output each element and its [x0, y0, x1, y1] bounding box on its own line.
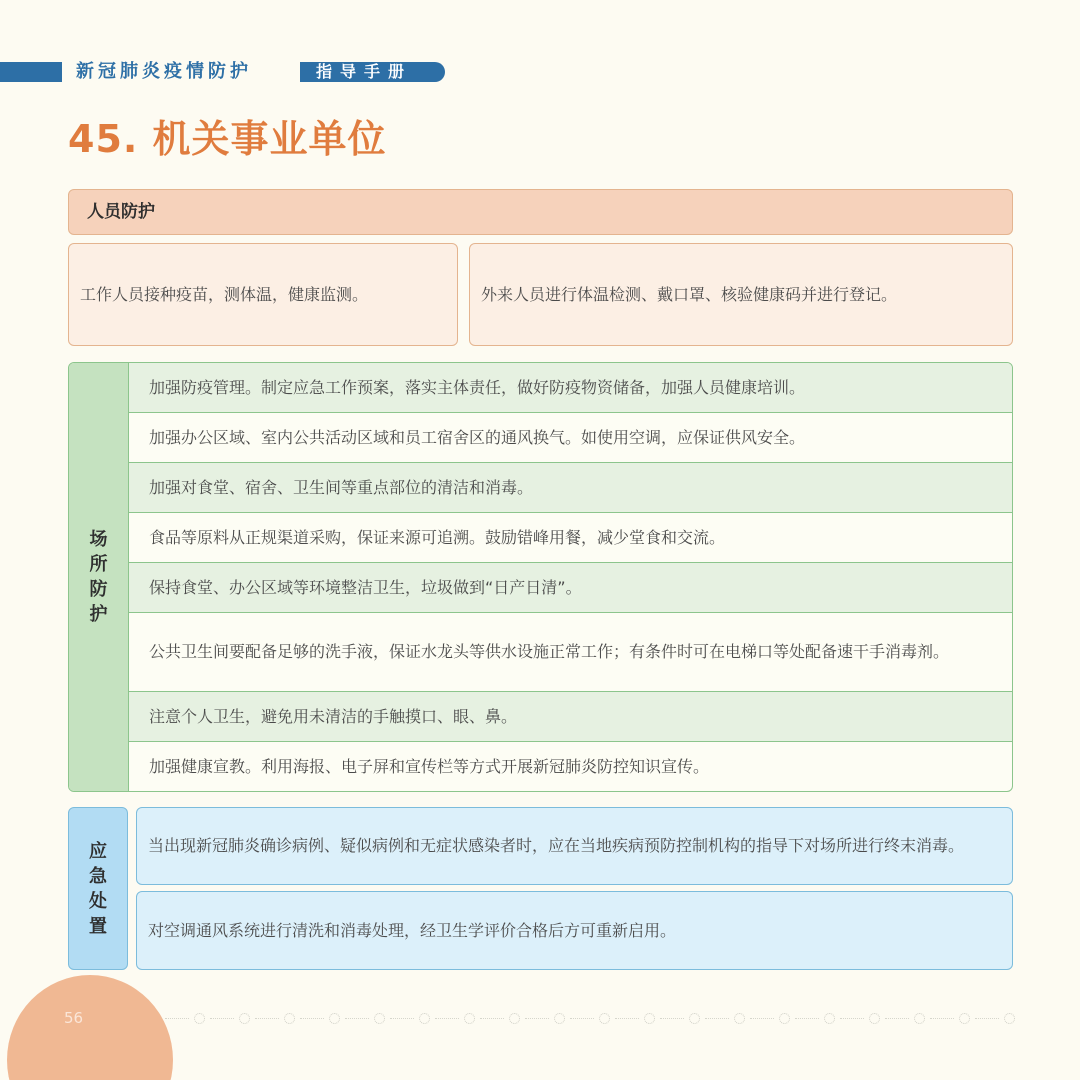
emergency-response-card: 对空调通风系统进行清洗和消毒处理，经卫生学评价合格后方可重新启用。	[136, 891, 1013, 970]
personal-protection-card: 外来人员进行体温检测、戴口罩、核验健康码并进行登记。	[469, 243, 1013, 346]
page-title: 45. 机关事业单位	[68, 117, 387, 161]
site-protection-table	[68, 362, 1013, 792]
site-protection-row: 加强对食堂、宿舍、卫生间等重点部位的清洁和消毒。	[129, 463, 1012, 513]
page-number-circle	[7, 975, 173, 1080]
page-number: 56	[64, 1009, 84, 1027]
site-protection-row: 加强健康宣教。利用海报、电子屏和宣传栏等方式开展新冠肺炎防控知识宣传。	[149, 756, 710, 776]
site-protection-row: 注意个人卫生，避免用未清洁的手触摸口、眼、鼻。	[129, 692, 1012, 742]
site-protection-row: 保持食堂、办公区域等环境整洁卫生，垃圾做到“日产日清”。	[129, 563, 1012, 613]
personal-protection-card: 工作人员接种疫苗，测体温，健康监测。	[68, 243, 458, 346]
series-badge: 指导手册	[300, 62, 445, 82]
site-protection-row: 食品等原料从正规渠道采购，保证来源可追溯。鼓励错峰用餐，减少堂食和交流。	[129, 513, 1012, 563]
site-protection-row: 加强防疫管理。制定应急工作预案，落实主体责任，做好防疫物资储备，加强人员健康培训。	[129, 363, 1012, 413]
header-accent-bar	[0, 62, 62, 82]
site-protection-row: 公共卫生间要配备足够的洗手液，保证水龙头等供水设施正常工作；有条件时可在电梯口等处配备速干手消毒剂。	[129, 613, 1012, 692]
site-protection-rows	[129, 363, 1012, 791]
emergency-response-label-cell	[68, 807, 128, 970]
site-protection-label: 场所防护	[89, 529, 108, 625]
emergency-response-label: 应急处置	[89, 840, 107, 937]
personal-protection-heading: 人员防护	[68, 189, 1013, 235]
series-title: 新冠肺炎疫情防护	[76, 61, 252, 82]
emergency-response-card: 当出现新冠肺炎确诊病例、疑似病例和无症状感染者时，应在当地疾病预防控制机构的指导下对场所进行终末消毒。	[136, 807, 1013, 885]
site-protection-label-cell	[69, 363, 129, 791]
site-protection-row: 加强办公区域、室内公共活动区域和员工宿舍区的通风换气。如使用空调，应保证供风安全。	[129, 413, 1012, 463]
decorative-dotted-divider	[160, 1010, 1015, 1026]
